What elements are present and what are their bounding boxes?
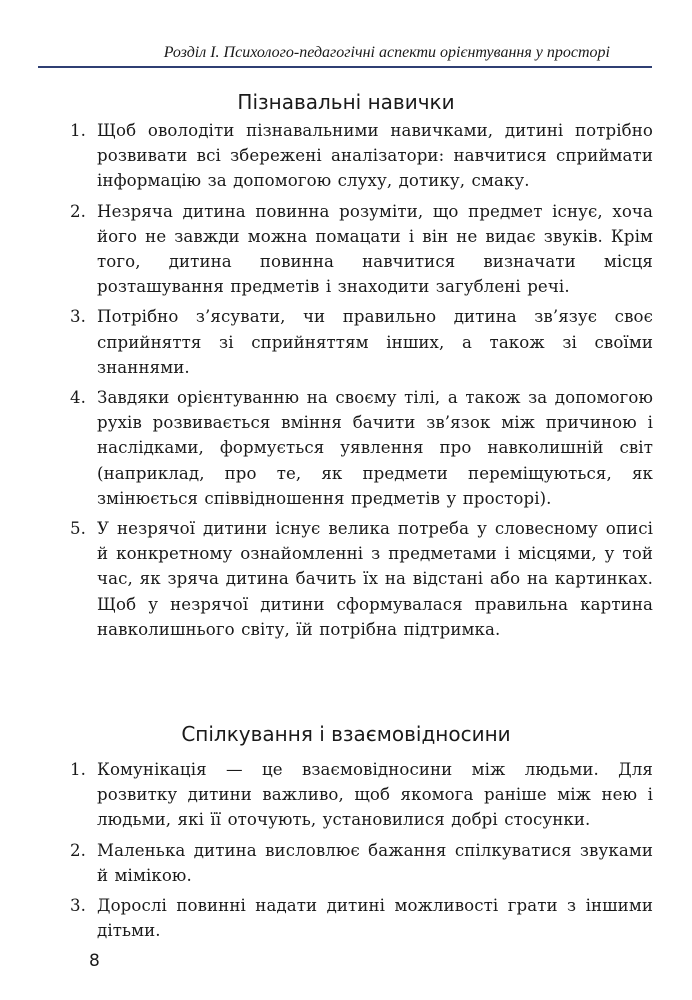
item-text: Маленька дитина висловлює бажання спілкуватися звуками й мімікою. <box>97 840 653 885</box>
item-number: 1. <box>70 760 87 779</box>
cognitive-skills-list <box>70 118 653 647</box>
section-title-communication: Спілкування і взаємовідносини <box>181 722 511 746</box>
list-item <box>70 838 653 888</box>
item-text: Потрібно з’ясувати, чи правильно дитина зв’язує своє сприйняття зі сприйняттям інших, а також зі своїми знаннями. <box>97 307 653 377</box>
item-number: 1. <box>70 121 87 140</box>
item-text: Незряча дитина повинна розуміти, що предмет існує, хоча його не завжди можна помацати і він не видає звуків. Крім того, дитина повинна навчитися визначати місця розташування предметів і знаходити загублені речі. <box>97 201 653 297</box>
list-item <box>70 118 653 194</box>
list-item <box>70 757 653 833</box>
list-item <box>70 385 653 511</box>
list-item <box>70 516 653 642</box>
item-number: 5. <box>70 519 87 539</box>
item-number: 3. <box>70 896 87 916</box>
list-item <box>70 893 653 943</box>
list-item <box>70 304 653 380</box>
item-text: У незрячої дитини існує велика потреба у словесному описі й конкретному ознайомленні з предметами і місцями, у той час, як зряча дитина бачить їх на відстані або на картинках. Щоб у незрячої дитини сформувалася правильна картина навколишнього світу, їй потрібна підтримка. <box>97 519 653 639</box>
running-head: Розділ І. Психолого-педагогічні аспекти орієнтування у просторі <box>163 44 610 61</box>
item-number: 2. <box>70 840 87 860</box>
list-item <box>70 199 653 300</box>
communication-list <box>70 757 653 948</box>
section-title-cognitive-skills: Пізнавальні навички <box>237 90 455 114</box>
item-number: 3. <box>70 307 87 327</box>
item-number: 4. <box>70 388 87 408</box>
item-text: Завдяки орієнтуванню на своєму тілі, а також за допомогою рухів розвивається вміння бачити зв’язок між причиною і наслідками, формується уявлення про навколишній світ (наприклад, про те, як предмети переміщуються, як змінюється співвідношення предметів у просторі). <box>97 388 653 508</box>
item-text: Щоб оволодіти пізнавальними навичками, дитині потрібно розвивати всі збережені аналізатори: навчитися сприймати інформацію за допомогою слуху, дотику, смаку. <box>97 121 653 191</box>
item-text: Комунікація — це взаємовідносини між людьми. Для розвитку дитини важливо, щоб якомога раніше між нею і людьми, які її оточують, установилися добрі стосунки. <box>97 760 653 830</box>
item-number: 2. <box>70 201 87 221</box>
header-rule <box>38 66 652 68</box>
item-text: Дорослі повинні надати дитині можливості грати з іншими дітьми. <box>97 896 653 941</box>
page-number: 8 <box>89 951 100 971</box>
